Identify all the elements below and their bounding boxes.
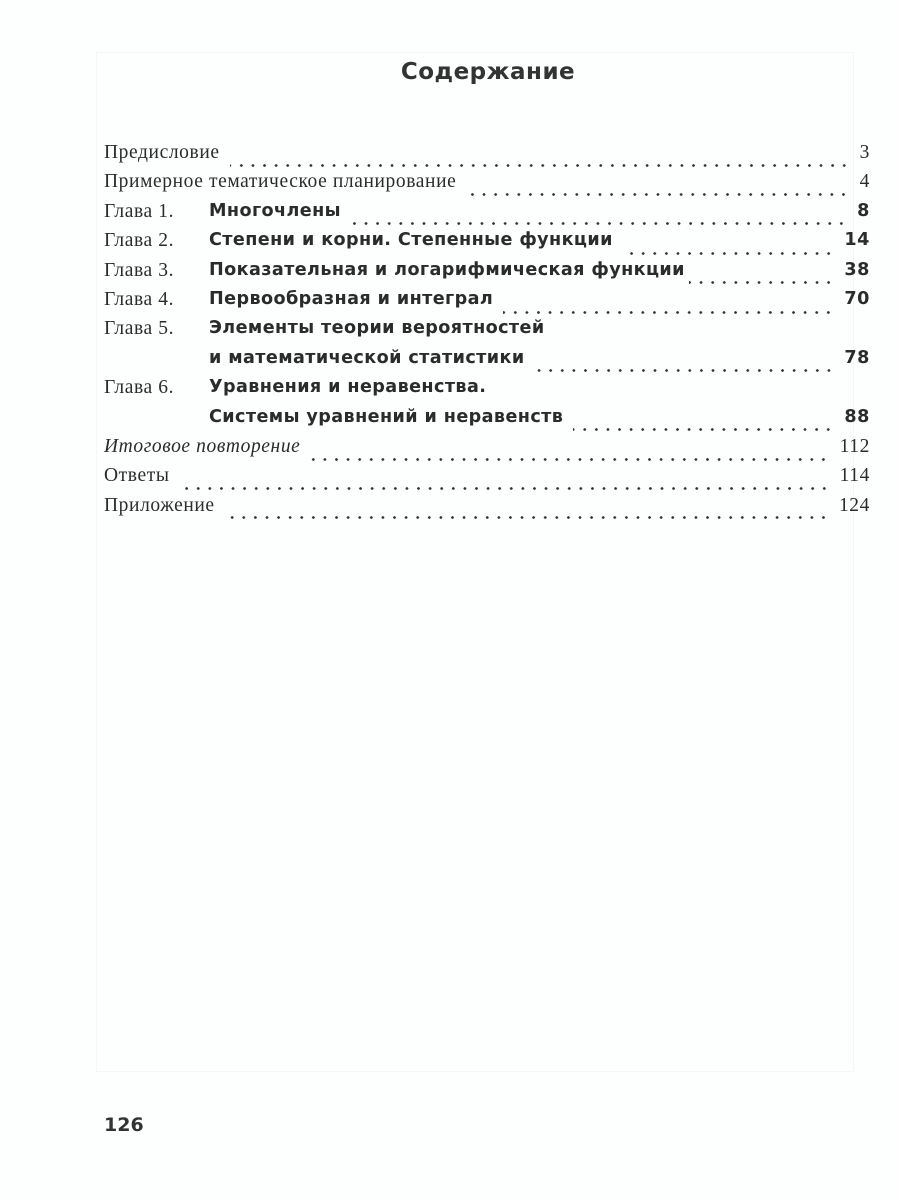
- toc-entry-title-continuation: Системы уравнений и неравенств: [209, 406, 564, 427]
- chapter-prefix: Глава 3.: [104, 259, 175, 281]
- toc-page-number: 78: [844, 347, 870, 368]
- toc-page-number: 4: [859, 171, 870, 193]
- toc-entry-chapter-6[interactable]: [104, 373, 870, 402]
- toc-entry-chapter-3[interactable]: [104, 256, 870, 285]
- chapter-prefix: Глава 1.: [104, 200, 175, 222]
- dot-leader: [180, 471, 830, 491]
- dot-leader: [466, 177, 849, 197]
- toc-entry-title: Примерное тематическое планирование: [104, 171, 457, 193]
- chapter-prefix: Глава 2.: [104, 230, 175, 252]
- dot-leader: [503, 295, 834, 315]
- toc-entry-chapter-2[interactable]: [104, 226, 870, 255]
- toc-entry-chapter-1[interactable]: [104, 197, 870, 226]
- page-title: Содержание: [400, 59, 576, 86]
- toc-page-number: 8: [857, 200, 870, 221]
- dot-leader: [351, 206, 847, 226]
- toc-page-number: 112: [839, 435, 870, 457]
- toc-entry-title: Первообразная и интеграл: [209, 288, 494, 309]
- toc-page-number: 38: [844, 259, 870, 280]
- toc-entry-title: Итоговое повторение: [104, 435, 301, 457]
- toc-entry-title: Приложение: [104, 494, 215, 516]
- dot-leader: [573, 412, 834, 432]
- chapter-prefix: Глава 5.: [104, 318, 175, 340]
- toc-page-number: 88: [844, 406, 870, 427]
- toc-entry-chapter-4[interactable]: [104, 285, 870, 314]
- dot-leader: [304, 442, 829, 462]
- toc-entry-title: Элементы теории вероятностей: [209, 318, 545, 339]
- toc-entry-chapter-5[interactable]: [104, 314, 870, 343]
- toc-entry-title: Уравнения и неравенства.: [209, 377, 487, 398]
- dot-leader: [535, 353, 835, 373]
- dot-leader: [689, 265, 834, 285]
- toc-entry-title: Показательная и логарифмическая функции: [209, 259, 685, 280]
- dot-leader: [623, 236, 834, 256]
- toc-entry-answers[interactable]: [104, 461, 870, 490]
- toc-entry-final-review[interactable]: [104, 432, 870, 461]
- toc-entry-chapter-5-cont[interactable]: [104, 344, 870, 373]
- toc-page-number: 14: [844, 230, 870, 251]
- page-number-folio: 126: [104, 1114, 144, 1136]
- dot-leader: [225, 500, 829, 520]
- toc-entry-title: Многочлены: [209, 200, 341, 221]
- toc-entry-chapter-6-cont[interactable]: [104, 403, 870, 432]
- toc-entry-preface[interactable]: [104, 138, 870, 167]
- toc-page-number: 70: [844, 288, 870, 309]
- table-of-contents: [104, 138, 870, 520]
- toc-entry-title-continuation: и математической статистики: [209, 347, 525, 368]
- dot-leader: [230, 148, 850, 168]
- toc-entry-planning[interactable]: [104, 167, 870, 196]
- toc-entry-title: Степени и корни. Степенные функции: [209, 230, 613, 251]
- toc-page-number: 124: [838, 494, 870, 516]
- toc-page-number: 3: [859, 141, 870, 163]
- toc-entry-title: Предисловие: [104, 141, 220, 163]
- chapter-prefix: Глава 4.: [104, 288, 175, 310]
- toc-entry-title: Ответы: [104, 465, 170, 487]
- toc-page-number: 114: [839, 465, 870, 487]
- toc-entry-appendix[interactable]: [104, 491, 870, 520]
- chapter-prefix: Глава 6.: [104, 377, 175, 399]
